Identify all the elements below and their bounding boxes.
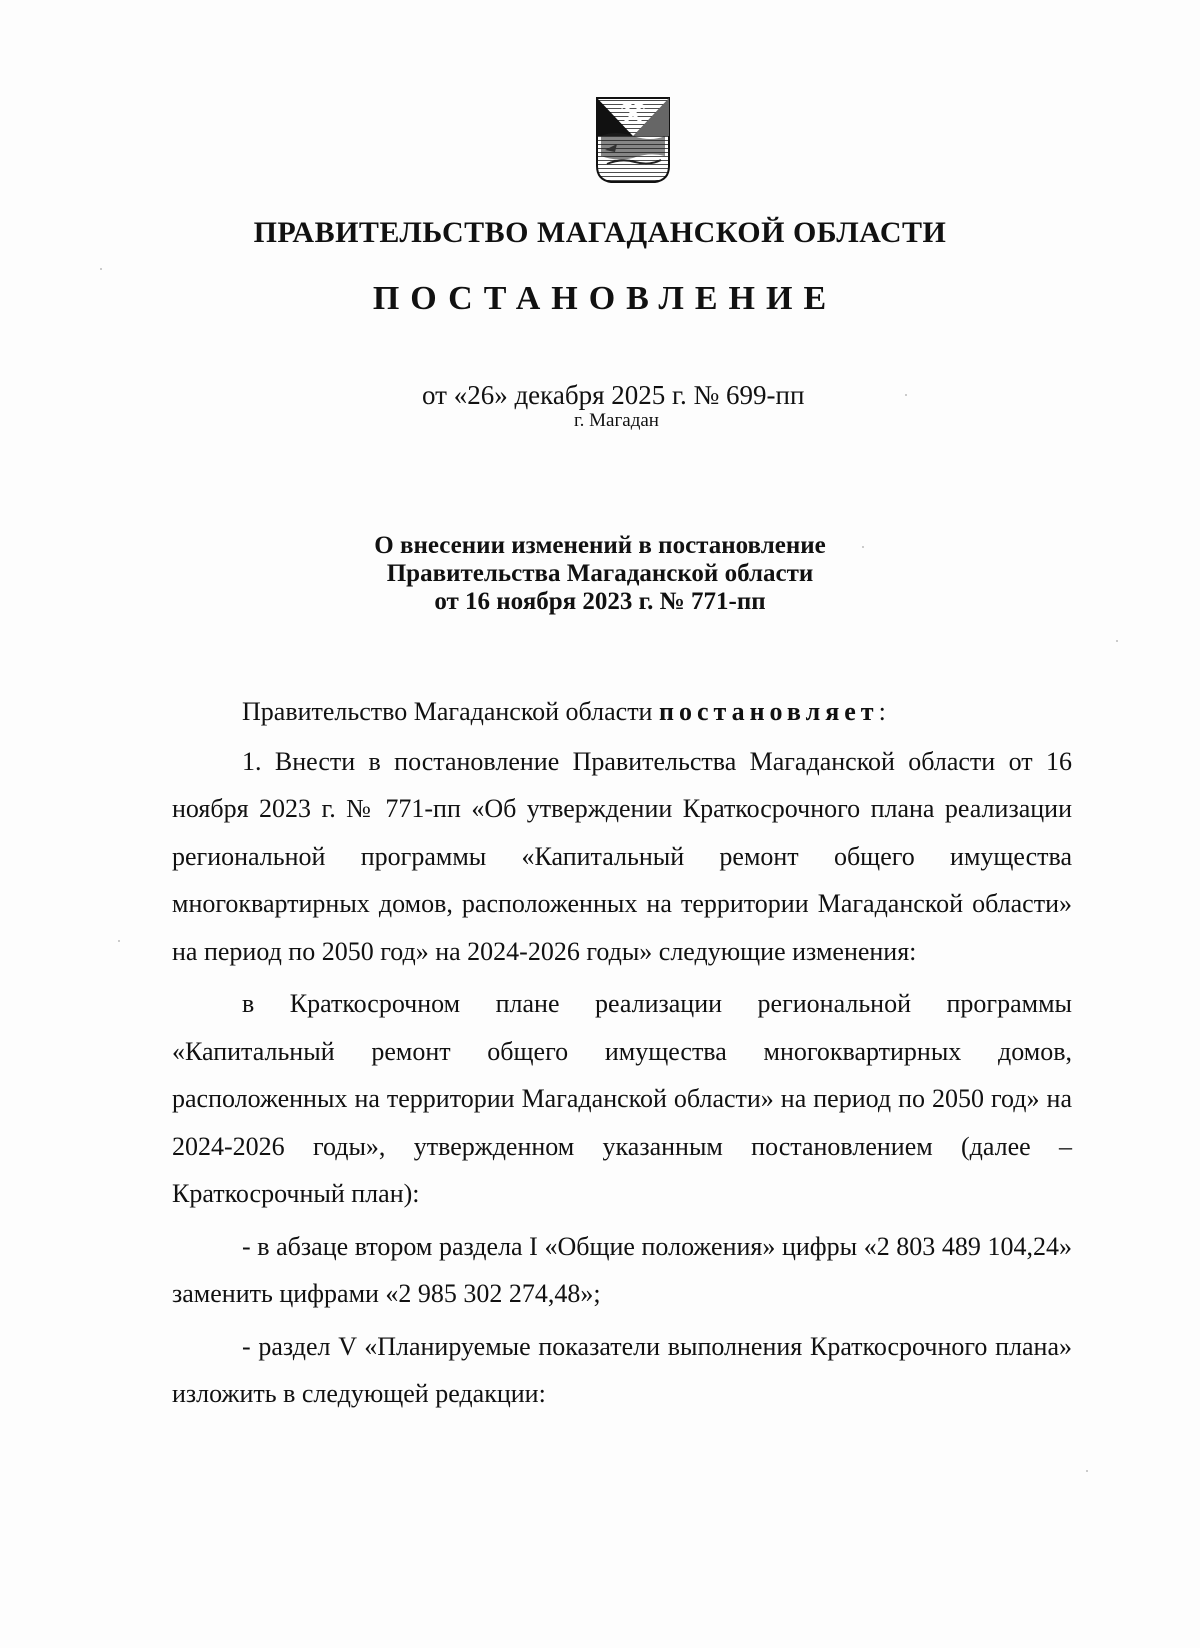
bullet-2: - раздел V «Планируемые показатели выполнения Краткосрочного плана» изложить в следующей редакции: — [172, 1331, 1072, 1408]
scan-speck — [118, 940, 120, 942]
date-number: от «26» декабря 2025 г. № 699-пп — [422, 380, 805, 410]
item-1: 1. Внести в постановление Правительства Магаданской области от 16 ноября 2023 г. № 771-пп «Об утверждении Краткосрочного плана реализации региональной программы «Капитальный ремонт общего имущества многоквартирных домов, расположенных на территории Магаданской области» на период по 2050 год» на 2024-2026 годы» следующие изменения: — [172, 746, 1072, 966]
preamble — [172, 688, 1072, 736]
document-type: ПОСТАНОВЛЕНИЕ — [372, 280, 838, 317]
preamble-verb: постановляет — [658, 697, 879, 726]
bullet-1: - в абзаце втором раздела I «Общие положения» цифры «2 803 489 104,24» заменить цифрами «2 985 302 274,48»; — [172, 1231, 1072, 1308]
coat-of-arms-icon — [595, 96, 671, 184]
preamble-colon: : — [878, 697, 886, 726]
document-subject — [0, 532, 1200, 616]
scan-speck — [1116, 640, 1118, 642]
document-body — [172, 688, 1072, 1418]
city: г. Магадан — [574, 410, 659, 431]
organization-title: ПРАВИТЕЛЬСТВО МАГАДАНСКОЙ ОБЛАСТИ — [253, 216, 947, 249]
paragraph-2: в Краткосрочном плане реализации региональной программы «Капитальный ремонт общего имущества многоквартирных домов, расположенных на территории Магаданской области» на период по 2050 год» на 2024-2026 годы», утвержденном указанным постановлением (далее – Краткосрочный план): — [172, 989, 1072, 1208]
scan-speck — [100, 268, 102, 270]
subject-line: О внесении изменений в постановление — [374, 532, 826, 559]
scan-speck — [1086, 1470, 1088, 1472]
preamble-text: Правительство Магаданской области — [242, 697, 659, 726]
scan-speck — [862, 546, 864, 548]
subject-line: Правительства Магаданской области — [386, 560, 814, 587]
subject-line: от 16 ноября 2023 г. № 771-пп — [434, 588, 766, 615]
scan-speck — [905, 394, 907, 396]
